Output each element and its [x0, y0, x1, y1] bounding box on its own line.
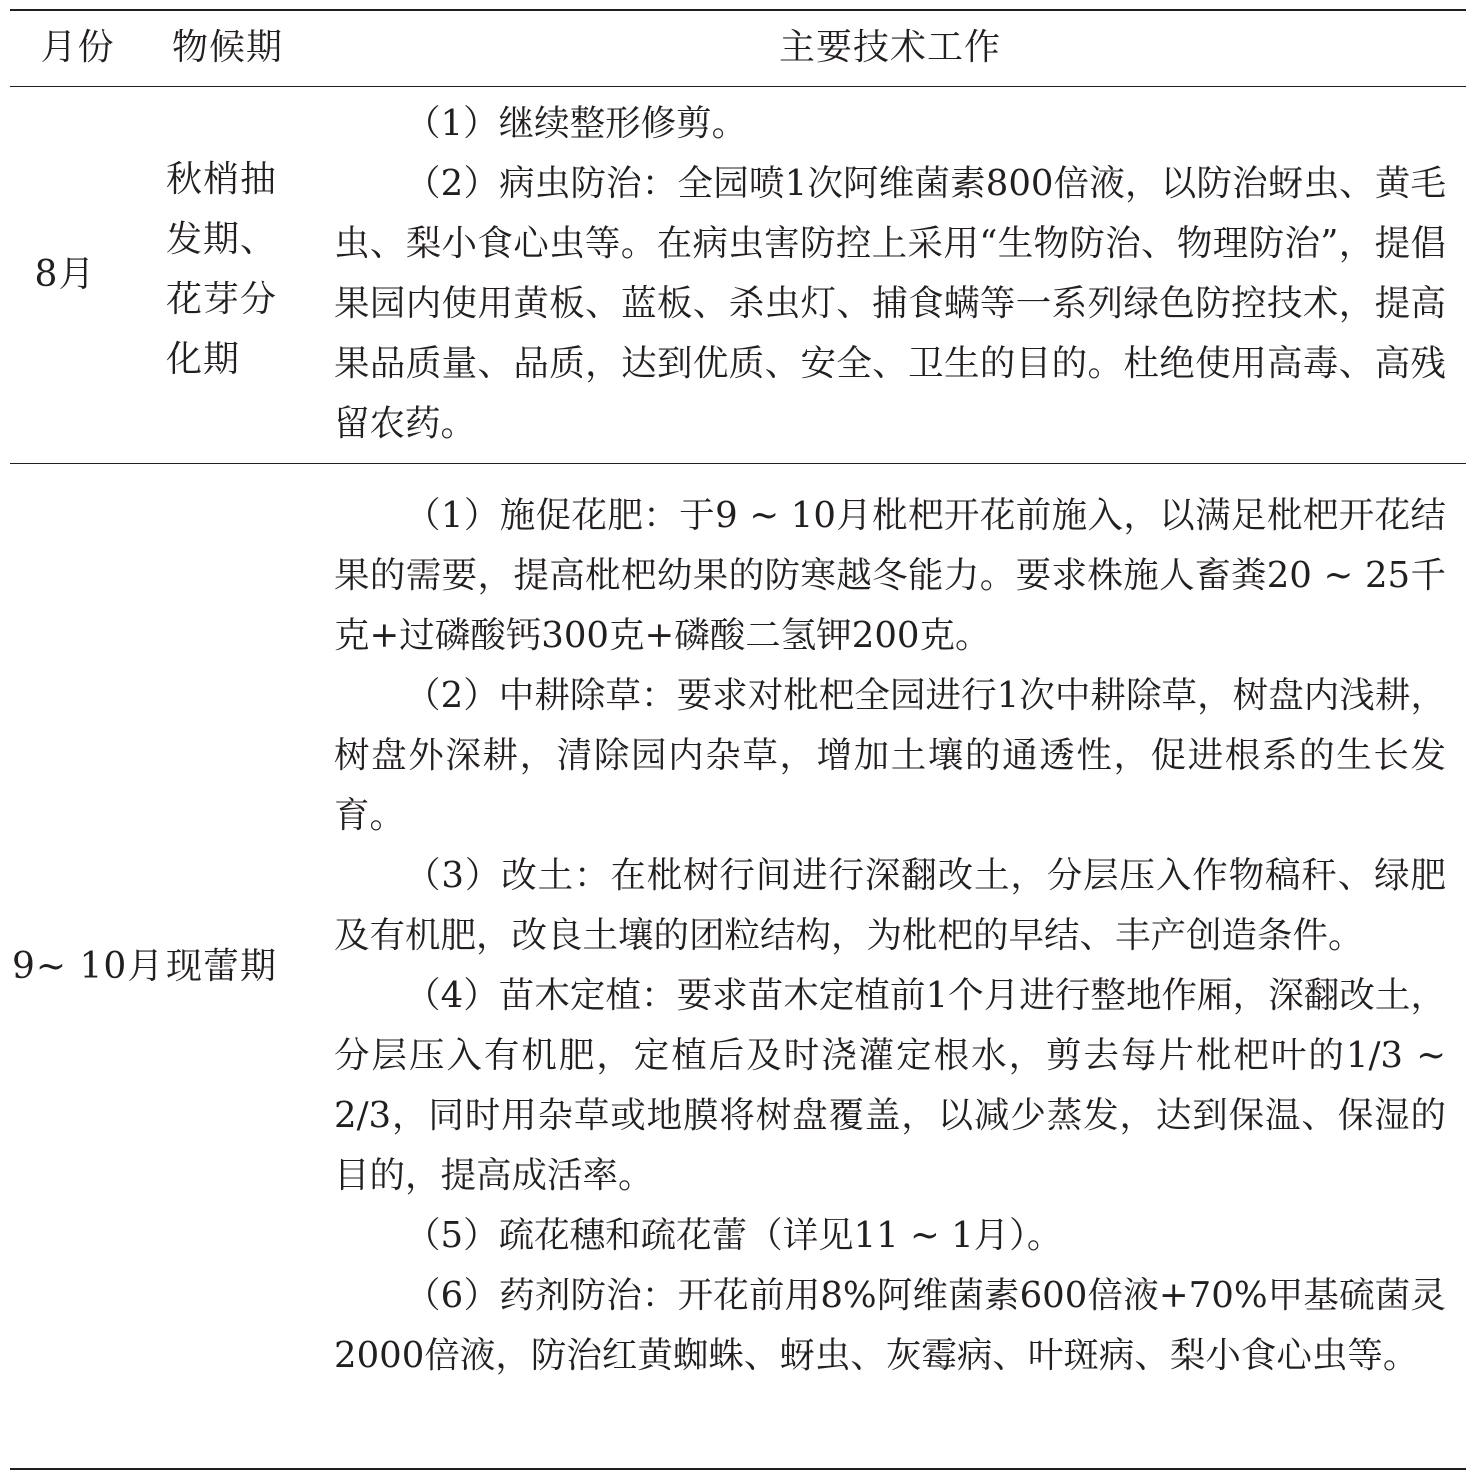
phenology-line: 现蕾期: [166, 946, 278, 987]
phenology-line: 秋梢抽: [166, 159, 278, 200]
table-bottom-rule: [10, 1468, 1466, 1470]
row-divider-rule: [10, 463, 1466, 464]
row-tasks: [334, 94, 1446, 454]
task-item: （5）疏花穗和疏花蕾（详见11 ~ 1月）。: [405, 1215, 1063, 1256]
task-item: （4）苗木定植：要求苗木定植前1个月进行整地作厢，深翻改土，分层压入有机肥，定植后及时浇灌定根水，剪去每片枇杷叶的1/3 ~ 2/3，同时用杂草或地膜将树盘覆盖，以减少蒸发，达到保温、保湿的目的，提高成活率。: [334, 975, 1446, 1196]
phenology-line: 化期: [166, 339, 241, 380]
phenology-line: 花芽分: [166, 279, 278, 320]
task-item: （2）中耕除草：要求对枇杷全园进行1次中耕除草，树盘内浅耕，树盘外深耕，清除园内杂草，增加土壤的通透性，促进根系的生长发育。: [334, 675, 1446, 836]
header-bottom-rule: [10, 86, 1466, 87]
header-phenology: 物候期: [171, 27, 283, 68]
row-tasks: [334, 486, 1446, 1386]
task-item: （2）病虫防治：全园喷1次阿维菌素800倍液，以防治蚜虫、黄毛虫、梨小食心虫等。在病虫害防控上采用“生物防治、物理防治”，提倡果园内使用黄板、蓝板、杀虫灯、捕食螨等一系列绿色防控技术，提高果品质量、品质，达到优质、安全、卫生的目的。杜绝使用高毒、高残留农药。: [334, 163, 1446, 444]
task-item: （6）药剂防治：开花前用8%阿维菌素600倍液+70%甲基硫菌灵2000倍液，防治红黄蜘蛛、蚜虫、灰霉病、叶斑病、梨小食心虫等。: [334, 1275, 1446, 1376]
header-tasks: 主要技术工作: [778, 27, 1001, 68]
row-month: 8月: [34, 254, 96, 295]
table-top-rule: [10, 9, 1466, 11]
row-phenology: [166, 150, 277, 390]
task-item: （3）改土：在枇树行间进行深翻改土，分层压入作物稿秆、绿肥及有机肥，改良土壤的团粒结构，为枇杷的早结、丰产创造条件。: [334, 855, 1446, 956]
phenology-line: 发期、: [166, 219, 278, 260]
header-month: 月份: [40, 27, 115, 68]
task-item: （1）施促花肥：于9 ~ 10月枇杷开花前施入，以满足枇杷开花结果的需要，提高枇杷幼果的防寒越冬能力。要求株施人畜粪20 ~ 25千克+过磷酸钙300克+磷酸二氢钾200克。: [334, 495, 1446, 656]
row-phenology: [166, 942, 277, 992]
task-item: （1）继续整形修剪。: [405, 103, 748, 144]
row-month: 9~ 10月: [12, 946, 165, 987]
